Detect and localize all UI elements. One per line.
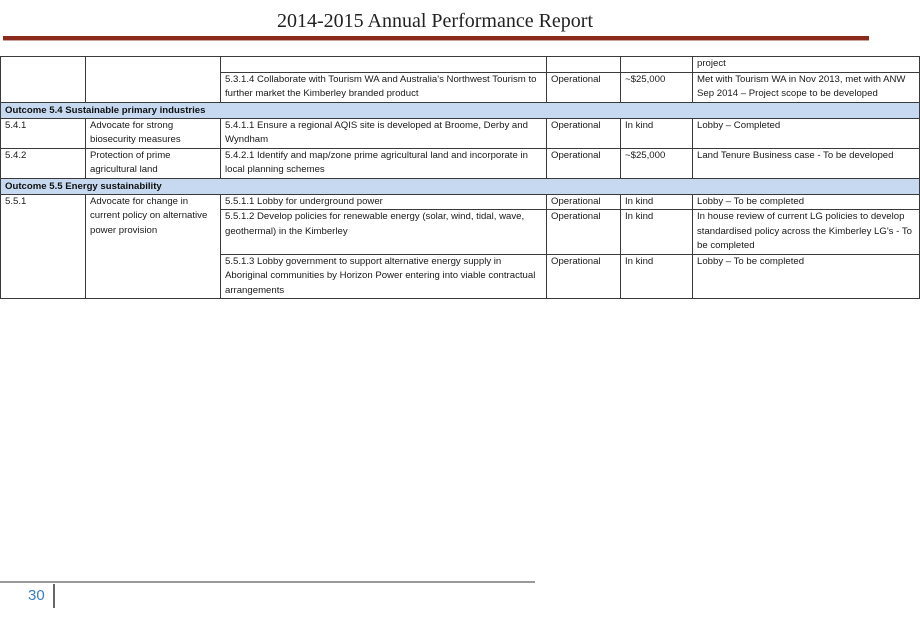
cell-type: Operational [547,210,621,255]
table-row [1,148,920,178]
page-number-divider [53,584,55,608]
cell-cost: In kind [621,254,693,299]
table-row [1,118,920,148]
cell-action: 5.4.1.1 Ensure a regional AQIS site is developed at Broome, Derby and Wyndham [221,118,547,148]
cell-status: Lobby – To be completed [693,194,920,210]
header-rule [3,36,869,41]
table-row-continued-top [1,57,920,73]
cell-status-prev: project [693,57,920,73]
cell-type: Operational [547,148,621,178]
cell-status: Lobby – To be completed [693,254,920,299]
cell-cost: In kind [621,118,693,148]
outcome-header-5-5 [1,178,920,194]
cell-cost: In kind [621,210,693,255]
cell-cost: In kind [621,194,693,210]
cell-cost: ~$25,000 [621,148,693,178]
cell-action-prev [221,57,547,73]
cell-action: 5.4.2.1 Identify and map/zone prime agricultural land and incorporate in local planning schemes [221,148,547,178]
cell-id-continued [1,57,86,103]
cell-action: 5.3.1.4 Collaborate with Tourism WA and Australia's Northwest Tourism to further market the Kimberley branded product [221,72,547,102]
cell-id: 5.4.1 [1,118,86,148]
table-row [1,194,920,210]
cell-action: 5.5.1.1 Lobby for underground power [221,194,547,210]
performance-table [0,56,920,299]
outcome-title: Outcome 5.4 Sustainable primary industries [1,102,920,118]
cell-cost: ~$25,000 [621,72,693,102]
cell-type: Operational [547,118,621,148]
cell-id: 5.5.1 [1,194,86,299]
cell-status: Lobby – Completed [693,118,920,148]
page-number: 30 [28,587,45,604]
cell-type: Operational [547,72,621,102]
cell-type: Operational [547,194,621,210]
cell-status: Met with Tourism WA in Nov 2013, met with ANW Sep 2014 – Project scope to be developed [693,72,920,102]
cell-type-prev [547,57,621,73]
report-title: 2014-2015 Annual Performance Report [276,10,594,32]
cell-status: Land Tenure Business case - To be developed [693,148,920,178]
cell-strategy: Advocate for change in current policy on alternative power provision [86,194,221,299]
outcome-header-5-4 [1,102,920,118]
cell-action: 5.5.1.2 Develop policies for renewable energy (solar, wind, tidal, wave, geothermal) in the Kimberley [221,210,547,255]
outcome-title: Outcome 5.5 Energy sustainability [1,178,920,194]
cell-id: 5.4.2 [1,148,86,178]
cell-cost-prev [621,57,693,73]
cell-status: In house review of current LG policies to develop standardised policy across the Kimberley LG's - To be completed [693,210,920,255]
cell-action: 5.5.1.3 Lobby government to support alternative energy supply in Aboriginal communities by Horizon Power entering into viable contractual arrangements [221,254,547,299]
footer-rule [0,581,535,583]
cell-strategy: Advocate for strong biosecurity measures [86,118,221,148]
cell-strategy: Protection of prime agricultural land [86,148,221,178]
cell-strategy-continued [86,57,221,103]
cell-type: Operational [547,254,621,299]
